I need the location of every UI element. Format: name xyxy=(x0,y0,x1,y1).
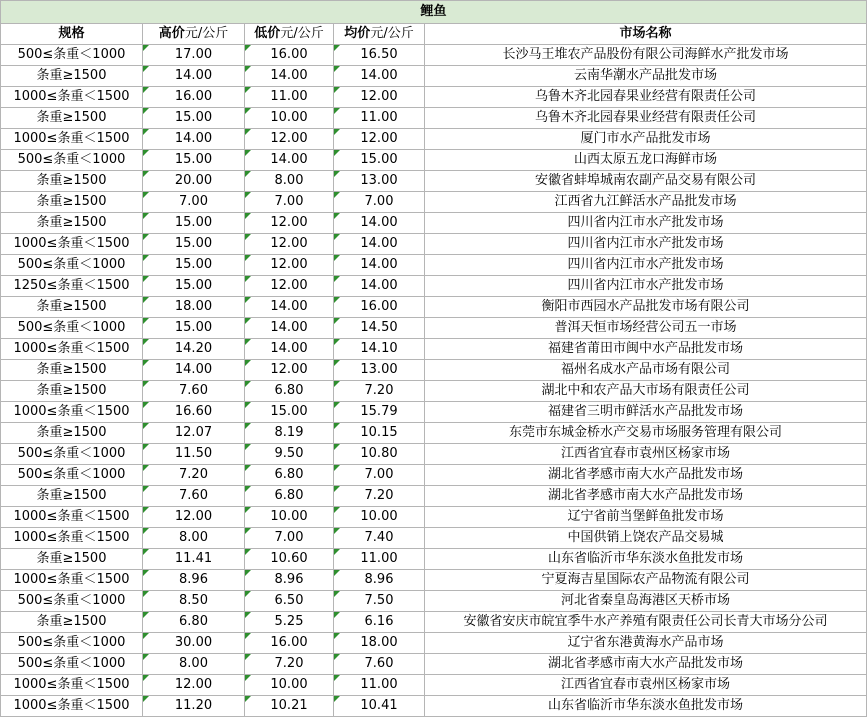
spec-cell: 1000≤条重＜1500 xyxy=(1,675,143,696)
market-cell: 江西省九江鲜活水产品批发市场 xyxy=(425,192,867,213)
table-row xyxy=(1,486,867,507)
low-price-cell: 14.00 xyxy=(245,297,334,318)
spec-cell: 1000≤条重＜1500 xyxy=(1,402,143,423)
market-cell: 山东省临沂市华东淡水鱼批发市场 xyxy=(425,696,867,717)
table-row xyxy=(1,297,867,318)
spec-cell: 500≤条重＜1000 xyxy=(1,150,143,171)
avg-price-cell: 7.20 xyxy=(334,381,425,402)
table-row xyxy=(1,381,867,402)
low-price-cell: 6.50 xyxy=(245,591,334,612)
low-price-cell: 8.96 xyxy=(245,570,334,591)
table-row xyxy=(1,129,867,150)
avg-price-cell: 7.00 xyxy=(334,465,425,486)
market-cell: 山西太原五龙口海鲜市场 xyxy=(425,150,867,171)
avg-price-cell: 13.00 xyxy=(334,360,425,381)
high-price-cell: 12.00 xyxy=(143,507,245,528)
high-price-cell: 18.00 xyxy=(143,297,245,318)
avg-price-cell: 16.50 xyxy=(334,45,425,66)
header-low-label: 低价 xyxy=(254,26,281,41)
high-price-cell: 15.00 xyxy=(143,234,245,255)
table-row xyxy=(1,66,867,87)
table-row xyxy=(1,360,867,381)
low-price-cell: 5.25 xyxy=(245,612,334,633)
avg-price-cell: 14.00 xyxy=(334,66,425,87)
table-row xyxy=(1,171,867,192)
header-low-unit: 元/公斤 xyxy=(280,26,324,41)
spec-cell: 条重≥1500 xyxy=(1,486,143,507)
avg-price-cell: 12.00 xyxy=(334,87,425,108)
low-price-cell: 14.00 xyxy=(245,318,334,339)
market-cell: 中国供销上饶农产品交易城 xyxy=(425,528,867,549)
spec-cell: 条重≥1500 xyxy=(1,192,143,213)
avg-price-cell: 11.00 xyxy=(334,675,425,696)
spec-cell: 500≤条重＜1000 xyxy=(1,591,143,612)
header-market: 市场名称 xyxy=(425,24,867,45)
avg-price-cell: 12.00 xyxy=(334,129,425,150)
high-price-cell: 17.00 xyxy=(143,45,245,66)
low-price-cell: 6.80 xyxy=(245,465,334,486)
high-price-cell: 8.96 xyxy=(143,570,245,591)
low-price-cell: 6.80 xyxy=(245,486,334,507)
avg-price-cell: 10.00 xyxy=(334,507,425,528)
table-row xyxy=(1,339,867,360)
low-price-cell: 10.00 xyxy=(245,507,334,528)
table-row xyxy=(1,150,867,171)
table-row xyxy=(1,570,867,591)
avg-price-cell: 11.00 xyxy=(334,549,425,570)
high-price-cell: 15.00 xyxy=(143,213,245,234)
spec-cell: 500≤条重＜1000 xyxy=(1,465,143,486)
header-row xyxy=(1,24,867,45)
table-row xyxy=(1,108,867,129)
spec-cell: 条重≥1500 xyxy=(1,297,143,318)
avg-price-cell: 6.16 xyxy=(334,612,425,633)
avg-price-cell: 8.96 xyxy=(334,570,425,591)
low-price-cell: 11.00 xyxy=(245,87,334,108)
high-price-cell: 11.41 xyxy=(143,549,245,570)
low-price-cell: 15.00 xyxy=(245,402,334,423)
spec-cell: 1000≤条重＜1500 xyxy=(1,339,143,360)
low-price-cell: 9.50 xyxy=(245,444,334,465)
market-cell: 山东省临沂市华东淡水鱼批发市场 xyxy=(425,549,867,570)
high-price-cell: 30.00 xyxy=(143,633,245,654)
low-price-cell: 16.00 xyxy=(245,633,334,654)
market-cell: 云南华潮水产品批发市场 xyxy=(425,66,867,87)
table-row xyxy=(1,549,867,570)
high-price-cell: 16.60 xyxy=(143,402,245,423)
market-cell: 四川省内江市水产批发市场 xyxy=(425,276,867,297)
header-avg-price xyxy=(334,24,425,45)
low-price-cell: 12.00 xyxy=(245,213,334,234)
header-avg-label: 均价 xyxy=(344,26,371,41)
market-cell: 四川省内江市水产批发市场 xyxy=(425,255,867,276)
spec-cell: 1000≤条重＜1500 xyxy=(1,696,143,717)
market-cell: 衡阳市西园水产品批发市场有限公司 xyxy=(425,297,867,318)
high-price-cell: 6.80 xyxy=(143,612,245,633)
spec-cell: 1000≤条重＜1500 xyxy=(1,87,143,108)
market-cell: 福建省莆田市闽中水产品批发市场 xyxy=(425,339,867,360)
avg-price-cell: 10.15 xyxy=(334,423,425,444)
table-row xyxy=(1,633,867,654)
table-row xyxy=(1,591,867,612)
market-cell: 河北省秦皇岛海港区天桥市场 xyxy=(425,591,867,612)
table-row xyxy=(1,255,867,276)
table-row xyxy=(1,675,867,696)
avg-price-cell: 7.50 xyxy=(334,591,425,612)
spec-cell: 500≤条重＜1000 xyxy=(1,318,143,339)
avg-price-cell: 7.40 xyxy=(334,528,425,549)
header-high-price xyxy=(143,24,245,45)
low-price-cell: 14.00 xyxy=(245,339,334,360)
low-price-cell: 7.00 xyxy=(245,528,334,549)
title-row xyxy=(1,1,867,24)
spec-cell: 条重≥1500 xyxy=(1,171,143,192)
high-price-cell: 14.00 xyxy=(143,129,245,150)
market-cell: 福州名成水产品市场有限公司 xyxy=(425,360,867,381)
spec-cell: 500≤条重＜1000 xyxy=(1,654,143,675)
spec-cell: 条重≥1500 xyxy=(1,423,143,444)
avg-price-cell: 14.00 xyxy=(334,276,425,297)
high-price-cell: 12.00 xyxy=(143,675,245,696)
low-price-cell: 16.00 xyxy=(245,45,334,66)
avg-price-cell: 14.00 xyxy=(334,213,425,234)
high-price-cell: 8.00 xyxy=(143,654,245,675)
high-price-cell: 7.00 xyxy=(143,192,245,213)
low-price-cell: 12.00 xyxy=(245,276,334,297)
high-price-cell: 14.20 xyxy=(143,339,245,360)
table-row xyxy=(1,234,867,255)
table-row xyxy=(1,528,867,549)
high-price-cell: 7.60 xyxy=(143,486,245,507)
low-price-cell: 10.00 xyxy=(245,108,334,129)
market-cell: 安徽省蚌埠城南农副产品交易有限公司 xyxy=(425,171,867,192)
table-row xyxy=(1,192,867,213)
high-price-cell: 11.20 xyxy=(143,696,245,717)
avg-price-cell: 7.60 xyxy=(334,654,425,675)
spec-cell: 条重≥1500 xyxy=(1,381,143,402)
header-high-unit: 元/公斤 xyxy=(184,26,229,41)
low-price-cell: 12.00 xyxy=(245,255,334,276)
high-price-cell: 14.00 xyxy=(143,360,245,381)
table-row xyxy=(1,654,867,675)
high-price-cell: 14.00 xyxy=(143,66,245,87)
market-cell: 长沙马王堆农产品股份有限公司海鲜水产批发市场 xyxy=(425,45,867,66)
low-price-cell: 10.60 xyxy=(245,549,334,570)
spec-cell: 条重≥1500 xyxy=(1,66,143,87)
spec-cell: 500≤条重＜1000 xyxy=(1,45,143,66)
avg-price-cell: 14.00 xyxy=(334,234,425,255)
table-title: 鲤鱼 xyxy=(1,1,867,24)
market-cell: 四川省内江市水产批发市场 xyxy=(425,213,867,234)
high-price-cell: 8.50 xyxy=(143,591,245,612)
avg-price-cell: 16.00 xyxy=(334,297,425,318)
high-price-cell: 20.00 xyxy=(143,171,245,192)
low-price-cell: 8.00 xyxy=(245,171,334,192)
table-row xyxy=(1,45,867,66)
high-price-cell: 7.60 xyxy=(143,381,245,402)
market-cell: 东莞市东城金桥水产交易市场服务管理有限公司 xyxy=(425,423,867,444)
spec-cell: 1000≤条重＜1500 xyxy=(1,570,143,591)
avg-price-cell: 14.00 xyxy=(334,255,425,276)
avg-price-cell: 14.10 xyxy=(334,339,425,360)
avg-price-cell: 15.79 xyxy=(334,402,425,423)
table-row xyxy=(1,444,867,465)
market-cell: 湖北省孝感市南大水产品批发市场 xyxy=(425,486,867,507)
market-cell: 四川省内江市水产批发市场 xyxy=(425,234,867,255)
market-cell: 江西省宜春市袁州区杨家市场 xyxy=(425,444,867,465)
header-low-price xyxy=(245,24,334,45)
low-price-cell: 12.00 xyxy=(245,234,334,255)
table-row xyxy=(1,423,867,444)
spec-cell: 500≤条重＜1000 xyxy=(1,633,143,654)
table-row xyxy=(1,402,867,423)
market-cell: 安徽省安庆市皖宜季牛水产养殖有限责任公司长青大市场分公司 xyxy=(425,612,867,633)
spec-cell: 1000≤条重＜1500 xyxy=(1,528,143,549)
avg-price-cell: 18.00 xyxy=(334,633,425,654)
market-cell: 乌鲁木齐北园春果业经营有限责任公司 xyxy=(425,108,867,129)
market-cell: 湖北省孝感市南大水产品批发市场 xyxy=(425,654,867,675)
table-row xyxy=(1,612,867,633)
market-cell: 辽宁省前当堡鲜鱼批发市场 xyxy=(425,507,867,528)
avg-price-cell: 10.80 xyxy=(334,444,425,465)
market-cell: 湖北中和农产品大市场有限责任公司 xyxy=(425,381,867,402)
market-cell: 普洱天恒市场经营公司五一市场 xyxy=(425,318,867,339)
high-price-cell: 15.00 xyxy=(143,108,245,129)
high-price-cell: 15.00 xyxy=(143,255,245,276)
table-row xyxy=(1,507,867,528)
low-price-cell: 14.00 xyxy=(245,150,334,171)
spec-cell: 条重≥1500 xyxy=(1,213,143,234)
market-cell: 福建省三明市鲜活水产品批发市场 xyxy=(425,402,867,423)
low-price-cell: 10.21 xyxy=(245,696,334,717)
table-row xyxy=(1,465,867,486)
high-price-cell: 12.07 xyxy=(143,423,245,444)
high-price-cell: 15.00 xyxy=(143,318,245,339)
avg-price-cell: 7.00 xyxy=(334,192,425,213)
header-spec: 规格 xyxy=(1,24,143,45)
spec-cell: 条重≥1500 xyxy=(1,108,143,129)
avg-price-cell: 11.00 xyxy=(334,108,425,129)
market-cell: 湖北省孝感市南大水产品批发市场 xyxy=(425,465,867,486)
low-price-cell: 14.00 xyxy=(245,66,334,87)
avg-price-cell: 14.50 xyxy=(334,318,425,339)
low-price-cell: 7.20 xyxy=(245,654,334,675)
high-price-cell: 16.00 xyxy=(143,87,245,108)
market-cell: 厦门市水产品批发市场 xyxy=(425,129,867,150)
spec-cell: 1000≤条重＜1500 xyxy=(1,507,143,528)
spec-cell: 1000≤条重＜1500 xyxy=(1,129,143,150)
low-price-cell: 7.00 xyxy=(245,192,334,213)
high-price-cell: 11.50 xyxy=(143,444,245,465)
spec-cell: 1250≤条重＜1500 xyxy=(1,276,143,297)
spec-cell: 条重≥1500 xyxy=(1,549,143,570)
high-price-cell: 15.00 xyxy=(143,150,245,171)
high-price-cell: 15.00 xyxy=(143,276,245,297)
header-avg-unit: 元/公斤 xyxy=(370,26,414,41)
market-cell: 江西省宜春市袁州区杨家市场 xyxy=(425,675,867,696)
table-row xyxy=(1,276,867,297)
spec-cell: 500≤条重＜1000 xyxy=(1,255,143,276)
avg-price-cell: 15.00 xyxy=(334,150,425,171)
spec-cell: 条重≥1500 xyxy=(1,360,143,381)
market-cell: 宁夏海吉星国际农产品物流有限公司 xyxy=(425,570,867,591)
table-row xyxy=(1,87,867,108)
low-price-cell: 10.00 xyxy=(245,675,334,696)
spec-cell: 条重≥1500 xyxy=(1,612,143,633)
spec-cell: 500≤条重＜1000 xyxy=(1,444,143,465)
table-row xyxy=(1,213,867,234)
header-high-label: 高价 xyxy=(158,26,185,41)
avg-price-cell: 13.00 xyxy=(334,171,425,192)
avg-price-cell: 7.20 xyxy=(334,486,425,507)
table-row xyxy=(1,318,867,339)
high-price-cell: 7.20 xyxy=(143,465,245,486)
low-price-cell: 6.80 xyxy=(245,381,334,402)
table-row xyxy=(1,696,867,717)
market-cell: 辽宁省东港黄海水产品市场 xyxy=(425,633,867,654)
market-cell: 乌鲁木齐北园春果业经营有限责任公司 xyxy=(425,87,867,108)
spec-cell: 1000≤条重＜1500 xyxy=(1,234,143,255)
avg-price-cell: 10.41 xyxy=(334,696,425,717)
high-price-cell: 8.00 xyxy=(143,528,245,549)
low-price-cell: 12.00 xyxy=(245,360,334,381)
low-price-cell: 8.19 xyxy=(245,423,334,444)
low-price-cell: 12.00 xyxy=(245,129,334,150)
